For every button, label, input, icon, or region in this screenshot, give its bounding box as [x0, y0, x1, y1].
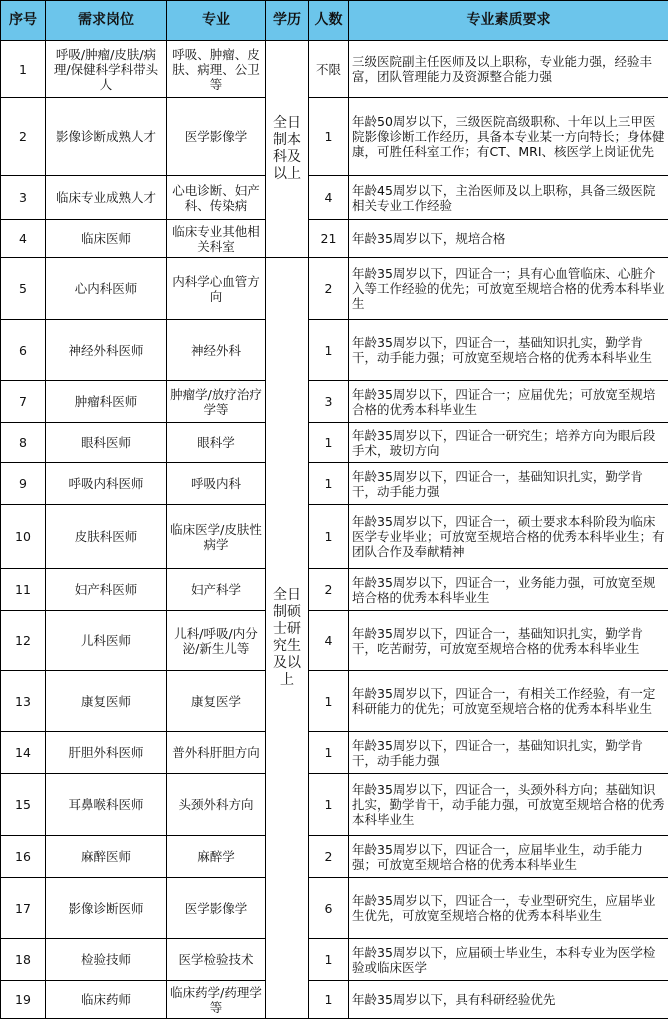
row-requirement: 年龄35周岁以下，四证合一，基础知识扎实，勤学肯干，动手能力强: [349, 463, 668, 505]
row-count: 1: [309, 98, 349, 176]
header-education: 学历: [266, 1, 309, 41]
row-requirement: 年龄45周岁以下，主治医师及以上职称，具备三级医院相关专业工作经验: [349, 176, 668, 220]
row-requirement: 年龄35周岁以下，四证合一研究生；培养方向为眼后段手术，玻切方向: [349, 423, 668, 463]
row-no: 18: [1, 939, 46, 981]
row-requirement: 年龄35周岁以下，四证合一，硕士要求本科阶段为临床医学专业毕业；可放宽至规培合格的优秀本科毕业生；有团队合作及奉献精神: [349, 505, 668, 569]
row-major: 麻醉学: [167, 836, 266, 878]
header-position: 需求岗位: [46, 1, 167, 41]
table-row: [1, 774, 668, 836]
table-row: [1, 981, 668, 1019]
table-row: [1, 836, 668, 878]
row-position: 临床专业成熟人才: [46, 176, 167, 220]
row-count: 不限: [309, 41, 349, 98]
row-no: 2: [1, 98, 46, 176]
row-major: 普外科肝胆方向: [167, 732, 266, 774]
row-major: 呼吸内科: [167, 463, 266, 505]
row-major: 临床专业其他相关科室: [167, 220, 266, 258]
table-row: [1, 732, 668, 774]
row-position: 耳鼻喉科医师: [46, 774, 167, 836]
row-requirement: 年龄35周岁以下，四证合一；具有心血管临床、心脏介入等工作经验的优先；可放宽至规培合格的优秀本科毕业生: [349, 258, 668, 320]
row-count: 4: [309, 611, 349, 671]
row-position: 麻醉医师: [46, 836, 167, 878]
table-row: [1, 320, 668, 381]
row-no: 9: [1, 463, 46, 505]
row-position: 呼吸内科医师: [46, 463, 167, 505]
row-count: 1: [309, 939, 349, 981]
row-major: 临床医学/皮肤性病学: [167, 505, 266, 569]
row-requirement: 年龄35周岁以下，四证合一，头颈外科方向；基础知识扎实，勤学肯干，动手能力强，可放宽至规培合格的优秀本科毕业生: [349, 774, 668, 836]
education-cell-master: 全日制硕士研究生及以上: [266, 258, 309, 1019]
row-requirement: 年龄35周岁以下，应届硕士毕业生，本科专业为医学检验或临床医学: [349, 939, 668, 981]
row-position: 影像诊断医师: [46, 878, 167, 939]
row-count: 21: [309, 220, 349, 258]
row-position: 肝胆外科医师: [46, 732, 167, 774]
row-position: 检验技师: [46, 939, 167, 981]
row-no: 4: [1, 220, 46, 258]
row-position: 呼吸/肿瘤/皮肤/病理/保健科学科带头人: [46, 41, 167, 98]
row-count: 1: [309, 423, 349, 463]
row-position: 康复医师: [46, 671, 167, 732]
row-count: 1: [309, 463, 349, 505]
row-requirement: 年龄35周岁以下，四证合一，专业型研究生，应届毕业生优先，可放宽至规培合格的优秀本科毕业生: [349, 878, 668, 939]
row-requirement: 年龄50周岁以下，三级医院高级职称、十年以上三甲医院影像诊断工作经历，具备本专业某一方向特长；身体健康，可胜任科室工作；有CT、MRI、核医学上岗证优先: [349, 98, 668, 176]
row-count: 2: [309, 836, 349, 878]
row-requirement: 年龄35周岁以下，四证合一，基础知识扎实，勤学肯干，吃苦耐劳，可放宽至规培合格的优秀本科毕业生: [349, 611, 668, 671]
row-position: 肿瘤科医师: [46, 381, 167, 423]
row-count: 1: [309, 981, 349, 1019]
row-major: 医学检验技术: [167, 939, 266, 981]
row-position: 临床药师: [46, 981, 167, 1019]
table-row: [1, 939, 668, 981]
header-major: 专业: [167, 1, 266, 41]
row-requirement: 年龄35周岁以下，四证合一，有相关工作经验，有一定科研能力的优先；可放宽至规培合格的优秀本科毕业生: [349, 671, 668, 732]
row-no: 15: [1, 774, 46, 836]
table-row: [1, 258, 668, 320]
row-major: 妇产科学: [167, 569, 266, 611]
table-row: [1, 220, 668, 258]
header-no: 序号: [1, 1, 46, 41]
table-row: [1, 381, 668, 423]
row-requirement: 年龄35周岁以下，四证合一；应届优先；可放宽至规培合格的优秀本科毕业生: [349, 381, 668, 423]
education-cell-bachelor: 全日制本科及以上: [266, 41, 309, 258]
table-row: [1, 505, 668, 569]
table-row: [1, 41, 668, 98]
row-count: 2: [309, 258, 349, 320]
row-major: 儿科/呼吸/内分泌/新生儿等: [167, 611, 266, 671]
row-requirement: 三级医院副主任医师及以上职称，专业能力强，经验丰富，团队管理能力及资源整合能力强: [349, 41, 668, 98]
row-count: 2: [309, 569, 349, 611]
row-count: 1: [309, 671, 349, 732]
row-requirement: 年龄35周岁以下，四证合一，应届毕业生，动手能力强；可放宽至规培合格的优秀本科毕业生: [349, 836, 668, 878]
header-row: [1, 1, 668, 41]
row-requirement: 年龄35周岁以下，四证合一，基础知识扎实，勤学肯干，动手能力强: [349, 732, 668, 774]
table-row: [1, 423, 668, 463]
row-major: 神经外科: [167, 320, 266, 381]
row-major: 心电诊断、妇产科、传染病: [167, 176, 266, 220]
row-no: 19: [1, 981, 46, 1019]
row-position: 影像诊断成熟人才: [46, 98, 167, 176]
row-position: 皮肤科医师: [46, 505, 167, 569]
row-count: 1: [309, 774, 349, 836]
row-count: 1: [309, 732, 349, 774]
row-count: 3: [309, 381, 349, 423]
row-no: 12: [1, 611, 46, 671]
row-major: 头颈外科方向: [167, 774, 266, 836]
table-row: [1, 671, 668, 732]
row-major: 康复医学: [167, 671, 266, 732]
header-requirement: 专业素质要求: [349, 1, 668, 41]
row-count: 6: [309, 878, 349, 939]
row-major: 肿瘤学/放疗治疗学等: [167, 381, 266, 423]
row-no: 6: [1, 320, 46, 381]
row-major: 医学影像学: [167, 98, 266, 176]
row-count: 1: [309, 505, 349, 569]
row-major: 呼吸、肿瘤、皮肤、病理、公卫等: [167, 41, 266, 98]
row-no: 1: [1, 41, 46, 98]
row-no: 13: [1, 671, 46, 732]
row-count: 1: [309, 320, 349, 381]
row-requirement: 年龄35周岁以下，规培合格: [349, 220, 668, 258]
row-no: 7: [1, 381, 46, 423]
row-no: 5: [1, 258, 46, 320]
row-no: 10: [1, 505, 46, 569]
table-row: [1, 98, 668, 176]
row-no: 17: [1, 878, 46, 939]
row-requirement: 年龄35周岁以下，四证合一，业务能力强，可放宽至规培合格的优秀本科毕业生: [349, 569, 668, 611]
row-position: 临床医师: [46, 220, 167, 258]
row-no: 16: [1, 836, 46, 878]
row-position: 妇产科医师: [46, 569, 167, 611]
header-count: 人数: [309, 1, 349, 41]
row-position: 儿科医师: [46, 611, 167, 671]
table-row: [1, 611, 668, 671]
row-no: 14: [1, 732, 46, 774]
row-major: 医学影像学: [167, 878, 266, 939]
row-major: 临床药学/药理学等: [167, 981, 266, 1019]
row-position: 心内科医师: [46, 258, 167, 320]
row-no: 11: [1, 569, 46, 611]
row-no: 8: [1, 423, 46, 463]
row-count: 4: [309, 176, 349, 220]
row-major: 内科学心血管方向: [167, 258, 266, 320]
row-no: 3: [1, 176, 46, 220]
row-requirement: 年龄35周岁以下，具有科研经验优先: [349, 981, 668, 1019]
row-position: 眼科医师: [46, 423, 167, 463]
row-major: 眼科学: [167, 423, 266, 463]
row-position: 神经外科医师: [46, 320, 167, 381]
table-row: [1, 878, 668, 939]
table-row: [1, 176, 668, 220]
table-row: [1, 463, 668, 505]
row-requirement: 年龄35周岁以下，四证合一，基础知识扎实，勤学肯干，动手能力强；可放宽至规培合格的优秀本科毕业生: [349, 320, 668, 381]
table-row: [1, 569, 668, 611]
